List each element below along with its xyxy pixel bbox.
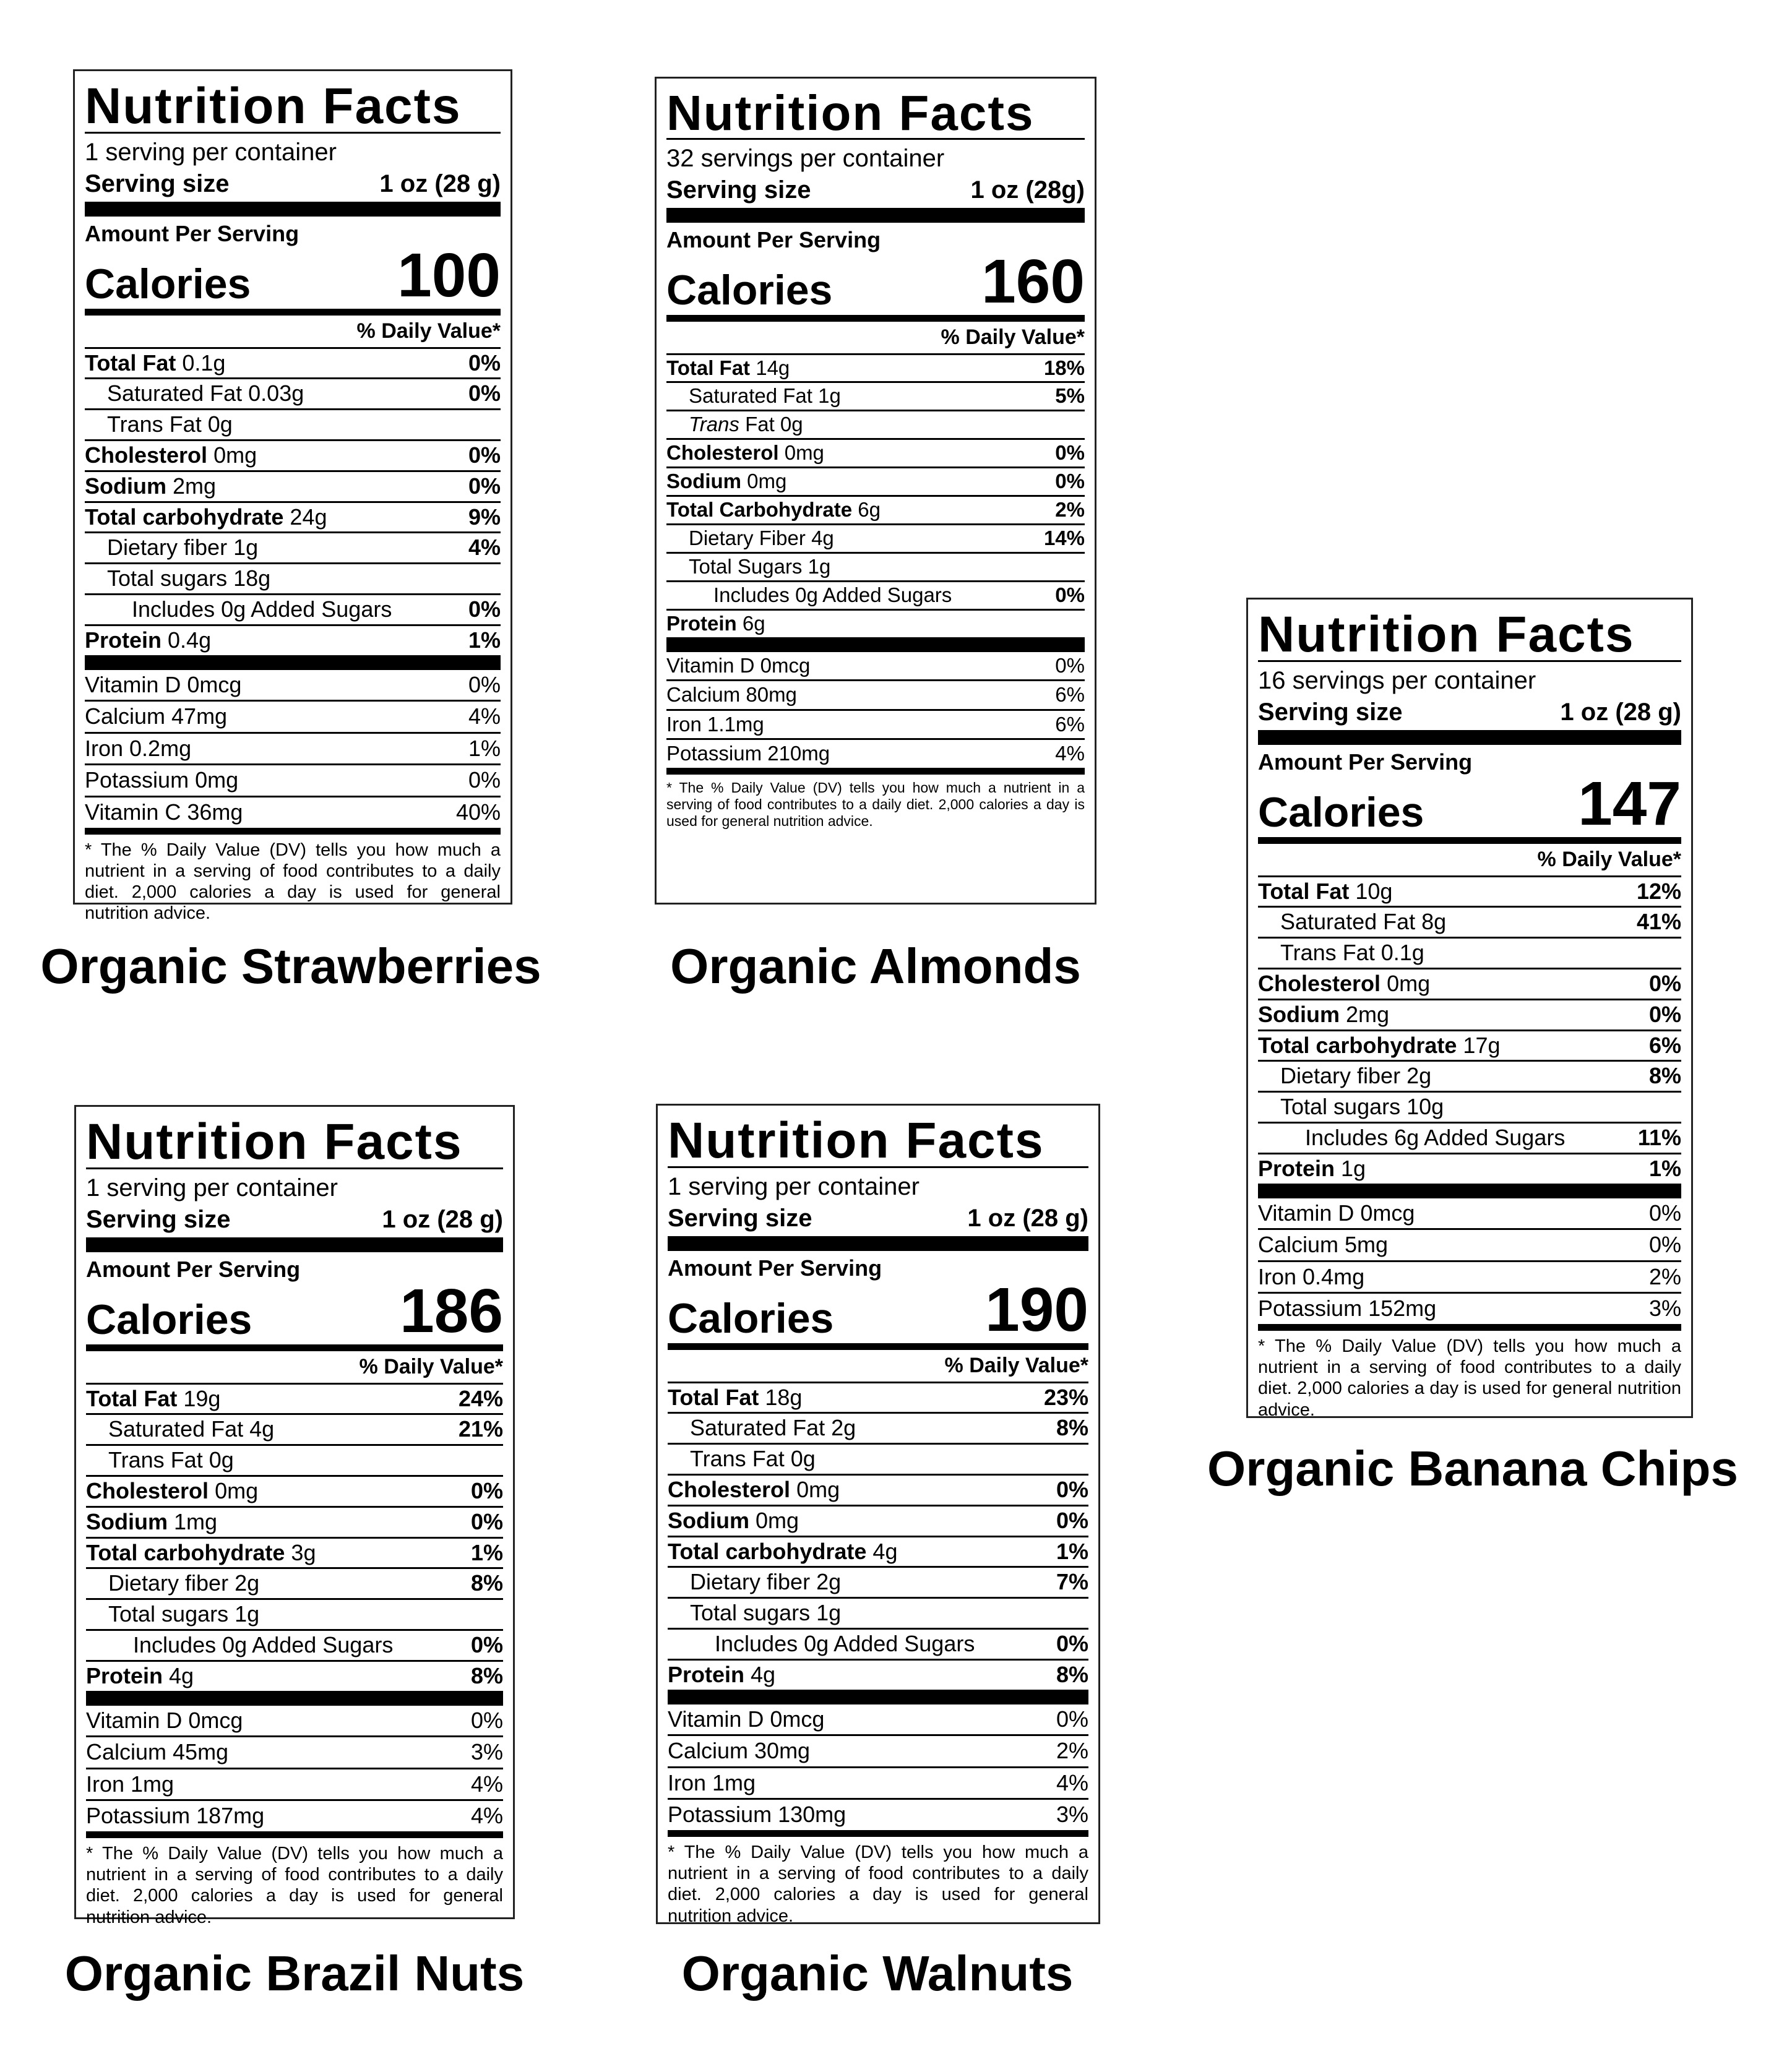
vitamin-row: Calcium 45mg 3% <box>86 1735 503 1768</box>
nutrient-row: Saturated Fat 4g 21% <box>86 1413 503 1444</box>
serving-size-label: Serving size <box>668 1205 812 1232</box>
vitamin-row: Iron 1mg 4% <box>86 1768 503 1800</box>
vitamin-row: Vitamin D 0mcg 0% <box>85 671 501 697</box>
nutrient-row: Protein 6g <box>666 609 1085 637</box>
vitamin-row: Vitamin D 0mcg 0% <box>86 1707 503 1733</box>
nutrient-row: Trans Fat 0g <box>666 410 1085 438</box>
servings-per-container: 32 servings per container <box>666 145 945 172</box>
serving-size-value: 1 oz (28 g) <box>382 1206 503 1233</box>
serving-size-row <box>1258 697 1681 728</box>
servings-per-container: 1 serving per container <box>85 139 337 166</box>
vitamin-row: Potassium 187mg 4% <box>86 1799 503 1831</box>
nutrient-row: Total sugars 18g <box>85 562 501 593</box>
serving-size-value: 1 oz (28 g) <box>967 1205 1088 1232</box>
nutrition-label-strawberries <box>73 69 512 924</box>
vitamin-row: Calcium 80mg 6% <box>666 679 1085 709</box>
label-title: Nutrition Facts <box>86 1114 463 1170</box>
nutrient-row: Sodium 2mg 0% <box>1258 999 1681 1030</box>
nutrient-row: Protein 4g 8% <box>86 1660 503 1691</box>
vitamin-row: Potassium 210mg 4% <box>666 738 1085 768</box>
calories-row <box>666 246 1085 316</box>
nutrient-row: Cholesterol 0mg 0% <box>86 1475 503 1506</box>
calories-label: Calories <box>86 1296 252 1343</box>
nutrient-row: Dietary Fiber 4g 14% <box>666 523 1085 552</box>
vitamin-row: Vitamin D 0mcg 0% <box>666 653 1085 677</box>
footnote: * The % Daily Value (DV) tells you how much a nutrient in a serving of food contributes to a daily diet. 2,000 calories a day is used for general nutrition advice. <box>668 1842 1088 1926</box>
nutrient-row: Includes 0g Added Sugars 0% <box>668 1628 1088 1659</box>
nutrient-row: Saturated Fat 1g 5% <box>666 381 1085 410</box>
footnote: * The % Daily Value (DV) tells you how much a nutrient in a serving of food contributes to a daily diet. 2,000 calories a day is used for general nutrition advice. <box>666 779 1085 829</box>
nutrient-row: Protein 0.4g 1% <box>85 624 501 655</box>
serving-size-row <box>85 168 501 199</box>
nutrient-row: Total Sugars 1g <box>666 552 1085 580</box>
serving-size-value: 1 oz (28 g) <box>379 170 501 197</box>
nutrient-row: Saturated Fat 0.03g 0% <box>85 377 501 408</box>
nutrient-row: Sodium 0mg 0% <box>666 466 1085 495</box>
calories-label: Calories <box>1258 788 1424 836</box>
nutrient-row: Trans Fat 0g <box>668 1443 1088 1474</box>
calories-label: Calories <box>85 260 251 307</box>
nutrient-row: Total carbohydrate 3g 1% <box>86 1537 503 1568</box>
footnote: * The % Daily Value (DV) tells you how much a nutrient in a serving of food contributes to a daily diet. 2,000 calories a day is used for general nutrition advice. <box>86 1843 503 1927</box>
nutrition-label-brazil-nuts <box>74 1105 515 1927</box>
vitamin-row: Iron 1mg 4% <box>668 1766 1088 1799</box>
nutrient-row: Cholesterol 0mg 0% <box>85 439 501 470</box>
nutrient-row: Total sugars 1g <box>668 1597 1088 1628</box>
nutrient-row: Total Fat 14g 18% <box>666 356 1085 379</box>
serving-size-row <box>666 174 1085 205</box>
footnote: * The % Daily Value (DV) tells you how much a nutrient in a serving of food contributes to a daily diet. 2,000 calories a day is used for general nutrition advice. <box>85 840 501 924</box>
nutrient-row: Dietary fiber 2g 7% <box>668 1566 1088 1597</box>
serving-size-label: Serving size <box>666 176 811 204</box>
product-name-caption: Organic Walnuts <box>681 1946 1074 2001</box>
label-title: Nutrition Facts <box>666 85 1035 140</box>
product-name-caption: Organic Almonds <box>670 939 1081 994</box>
nutrient-row: Total sugars 1g <box>86 1598 503 1629</box>
daily-value-header: % Daily Value* <box>941 325 1085 349</box>
nutrient-row: Protein 1g 1% <box>1258 1153 1681 1184</box>
serving-size-row <box>86 1204 503 1235</box>
amount-per-serving: Amount Per Serving <box>85 221 299 246</box>
vitamin-row: Vitamin D 0mcg 0% <box>1258 1200 1681 1226</box>
serving-size-label: Serving size <box>1258 699 1403 726</box>
daily-value-header: % Daily Value* <box>359 1354 503 1378</box>
label-title: Nutrition Facts <box>85 78 462 134</box>
calories-value: 160 <box>981 246 1085 316</box>
daily-value-header: % Daily Value* <box>944 1353 1088 1377</box>
nutrient-row: Includes 0g Added Sugars 0% <box>86 1629 503 1660</box>
nutrient-row: Total carbohydrate 17g 6% <box>1258 1030 1681 1060</box>
serving-size-label: Serving size <box>86 1206 231 1233</box>
nutrient-row: Total carbohydrate 4g 1% <box>668 1536 1088 1567</box>
nutrient-row: Dietary fiber 1g 4% <box>85 531 501 562</box>
nutrient-row: Sodium 0mg 0% <box>668 1505 1088 1536</box>
serving-size-value: 1 oz (28 g) <box>1560 699 1681 726</box>
calories-value: 186 <box>400 1276 503 1346</box>
calories-value: 100 <box>397 240 501 310</box>
nutrient-row: Includes 0g Added Sugars 0% <box>666 580 1085 609</box>
servings-per-container: 1 serving per container <box>668 1173 920 1200</box>
vitamin-row: Iron 0.2mg 1% <box>85 732 501 764</box>
vitamin-row: Calcium 5mg 0% <box>1258 1228 1681 1260</box>
nutrient-row: Total Carbohydrate 6g 2% <box>666 495 1085 523</box>
calories-row <box>1258 768 1681 838</box>
nutrient-row: Sodium 2mg 0% <box>85 470 501 501</box>
nutrient-row: Total sugars 10g <box>1258 1091 1681 1122</box>
nutrient-row: Includes 6g Added Sugars 11% <box>1258 1122 1681 1153</box>
nutrient-row: Saturated Fat 2g 8% <box>668 1412 1088 1443</box>
nutrient-row: Cholesterol 0mg 0% <box>666 438 1085 466</box>
nutrient-row: Cholesterol 0mg 0% <box>668 1474 1088 1505</box>
vitamin-row: Iron 0.4mg 2% <box>1258 1260 1681 1292</box>
amount-per-serving: Amount Per Serving <box>666 227 881 252</box>
calories-label: Calories <box>668 1294 834 1342</box>
daily-value-header: % Daily Value* <box>356 319 501 343</box>
product-name-caption: Organic Banana Chips <box>1207 1441 1738 1496</box>
servings-per-container: 1 serving per container <box>86 1174 338 1201</box>
nutrition-label-walnuts <box>656 1104 1100 1924</box>
product-name-caption: Organic Strawberries <box>40 939 541 994</box>
nutrient-row: Includes 0g Added Sugars 0% <box>85 593 501 624</box>
vitamin-row: Vitamin D 0mcg 0% <box>668 1706 1088 1732</box>
nutrient-row: Saturated Fat 8g 41% <box>1258 906 1681 937</box>
calories-value: 147 <box>1578 768 1681 838</box>
daily-value-header: % Daily Value* <box>1537 847 1681 871</box>
serving-size-row <box>668 1203 1088 1234</box>
vitamin-row: Potassium 130mg 3% <box>668 1798 1088 1830</box>
nutrient-row: Total carbohydrate 24g 9% <box>85 501 501 532</box>
nutrient-row: Total Fat 10g 12% <box>1258 878 1681 904</box>
nutrient-row: Trans Fat 0g <box>85 408 501 439</box>
nutrient-row: Trans Fat 0.1g <box>1258 937 1681 968</box>
vitamin-row: Calcium 47mg 4% <box>85 700 501 732</box>
nutrient-row: Dietary fiber 2g 8% <box>1258 1060 1681 1091</box>
vitamin-row: Calcium 30mg 2% <box>668 1734 1088 1766</box>
amount-per-serving: Amount Per Serving <box>1258 749 1473 775</box>
serving-size-label: Serving size <box>85 170 230 197</box>
calories-row <box>86 1276 503 1346</box>
amount-per-serving: Amount Per Serving <box>668 1255 882 1281</box>
nutrient-row: Sodium 1mg 0% <box>86 1506 503 1537</box>
footnote: * The % Daily Value (DV) tells you how much a nutrient in a serving of food contributes to a daily diet. 2,000 calories a day is used for general nutrition advice. <box>1258 1336 1681 1420</box>
calories-value: 190 <box>985 1275 1088 1344</box>
serving-size-value: 1 oz (28g) <box>970 176 1085 204</box>
calories-row <box>85 240 501 310</box>
nutrient-row: Total Fat 18g 23% <box>668 1384 1088 1410</box>
nutrient-row: Trans Fat 0g <box>86 1444 503 1475</box>
vitamin-row: Potassium 152mg 3% <box>1258 1292 1681 1324</box>
vitamin-row: Potassium 0mg 0% <box>85 763 501 796</box>
nutrition-label-almonds <box>655 77 1096 905</box>
calories-row <box>668 1275 1088 1344</box>
servings-per-container: 16 servings per container <box>1258 667 1536 694</box>
nutrient-row: Cholesterol 0mg 0% <box>1258 968 1681 999</box>
label-title: Nutrition Facts <box>1258 606 1635 663</box>
label-title: Nutrition Facts <box>668 1112 1045 1169</box>
amount-per-serving: Amount Per Serving <box>86 1257 301 1282</box>
nutrient-row: Total Fat 19g 24% <box>86 1385 503 1411</box>
calories-label: Calories <box>666 266 833 314</box>
nutrient-row: Protein 4g 8% <box>668 1659 1088 1690</box>
nutrient-row: Total Fat 0.1g 0% <box>85 350 501 376</box>
product-name-caption: Organic Brazil Nuts <box>64 1946 525 2001</box>
nutrient-row: Dietary fiber 2g 8% <box>86 1567 503 1598</box>
vitamin-row: Iron 1.1mg 6% <box>666 709 1085 739</box>
vitamin-row: Vitamin C 36mg 40% <box>85 796 501 828</box>
nutrition-label-banana-chips <box>1246 598 1693 1418</box>
